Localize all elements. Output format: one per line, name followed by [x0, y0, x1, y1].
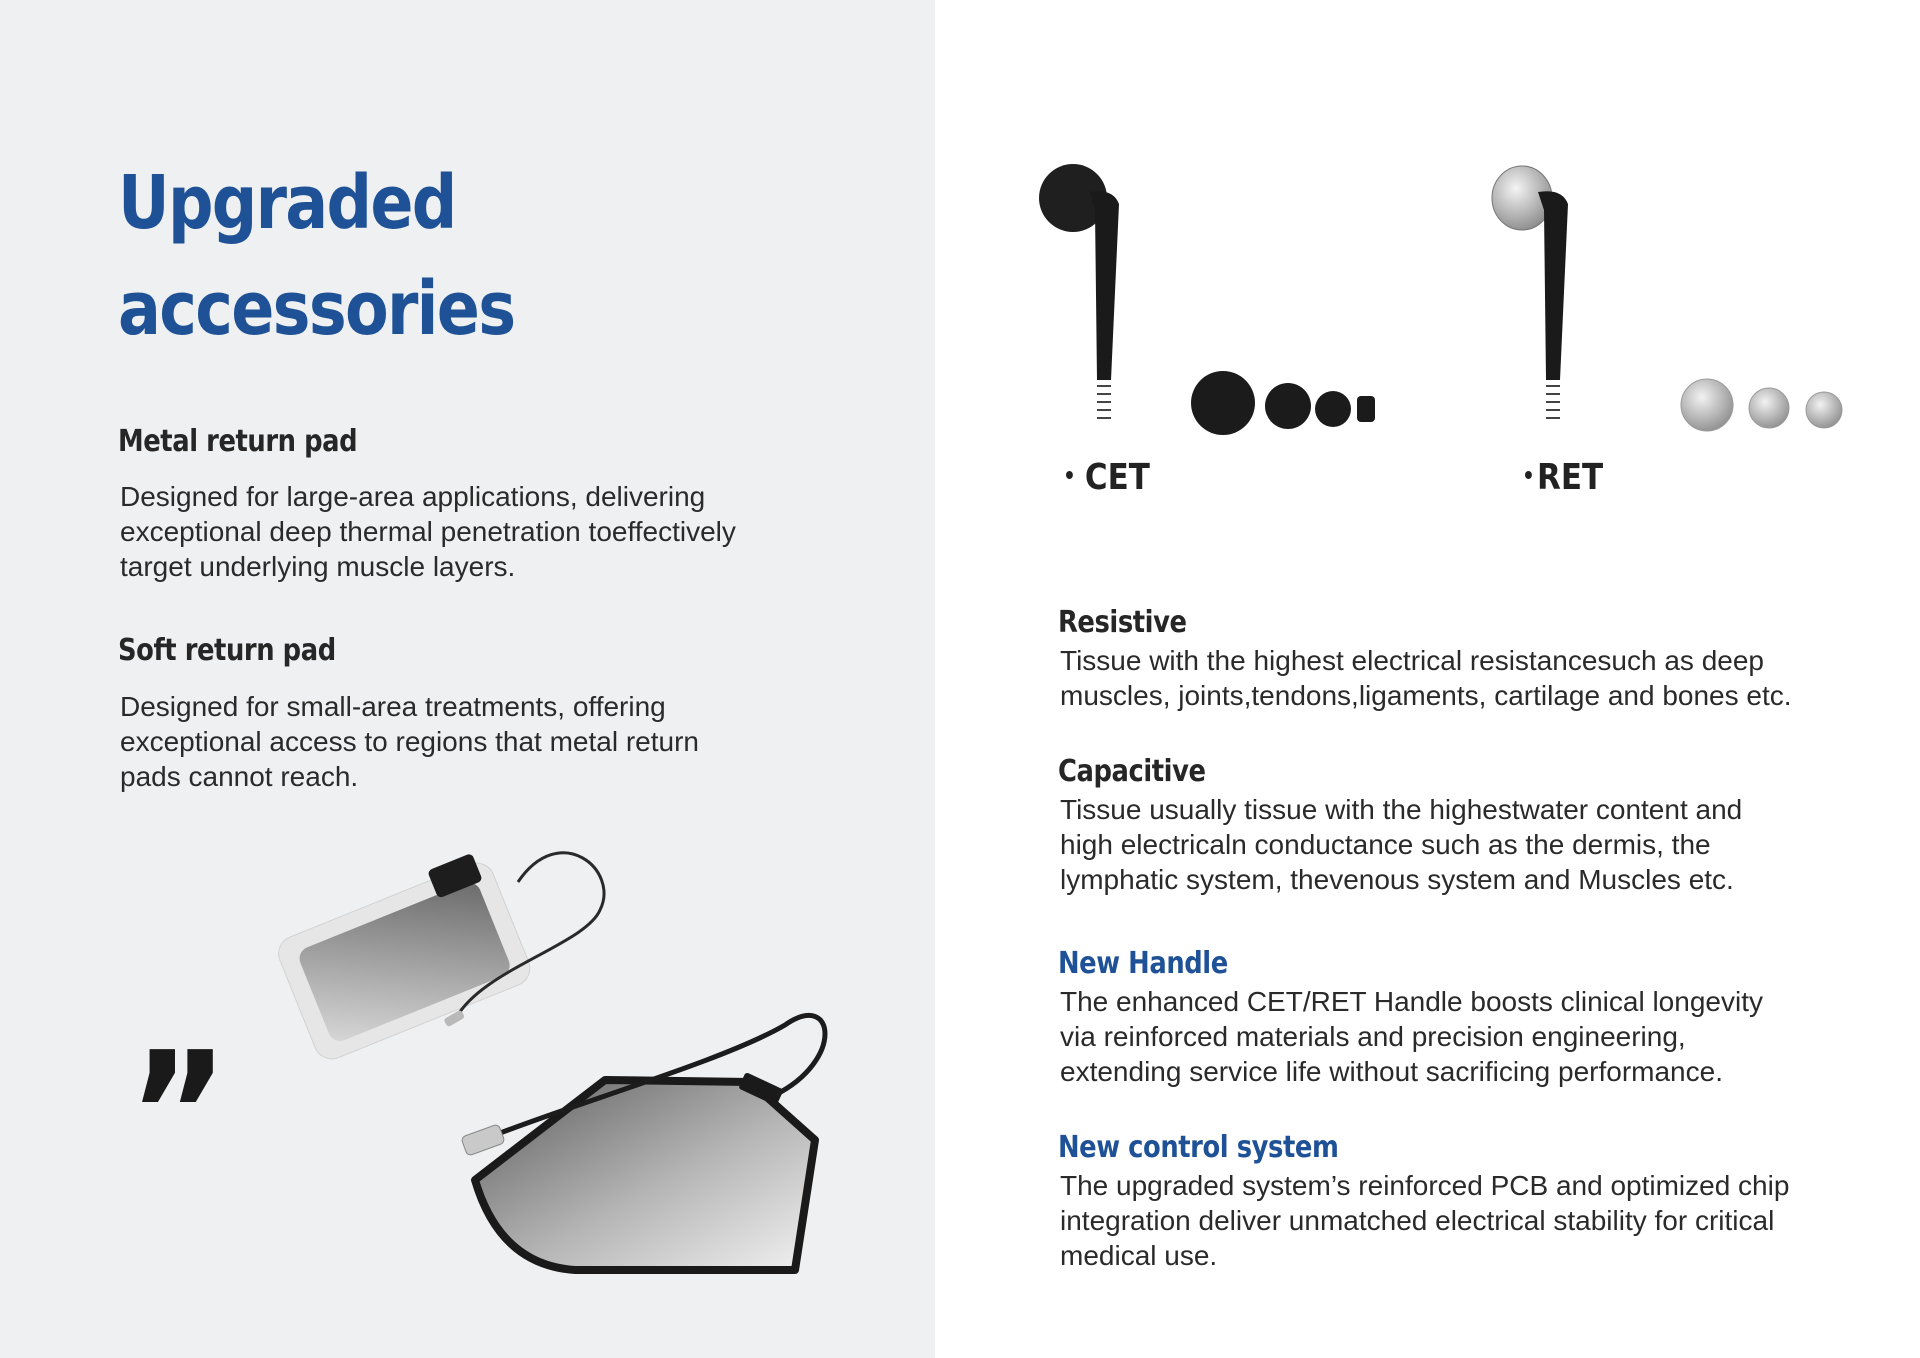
- metal-return-pad-icon: [455, 1000, 875, 1280]
- page-title: [118, 150, 514, 362]
- bullet-dot: [1066, 471, 1073, 479]
- cet-label: [1066, 457, 1150, 498]
- resistive-heading: Resistive: [1058, 605, 1187, 640]
- resistive-line: Tissue with the highest electrical resistancesuch as deep: [1060, 645, 1764, 676]
- cet-handle-icon: [1035, 160, 1135, 430]
- metal-pad-heading: Metal return pad: [118, 424, 358, 459]
- new-handle-line: via reinforced materials and precision engineering,: [1060, 1021, 1686, 1052]
- title-line-2: accessories: [118, 266, 515, 352]
- quote-mark: ”: [128, 1016, 207, 1214]
- new-handle-line: The enhanced CET/RET Handle boosts clinical longevity: [1060, 986, 1763, 1017]
- new-control-line: The upgraded system’s reinforced PCB and optimized chip: [1060, 1170, 1790, 1201]
- resistive-description: [1060, 643, 1792, 713]
- ret-handle-icon: [1490, 160, 1590, 430]
- soft-pad-line: exceptional access to regions that metal return: [120, 726, 699, 757]
- soft-pad-heading: Soft return pad: [118, 633, 336, 668]
- bullet-dot: [1525, 471, 1532, 479]
- new-handle-description: [1060, 984, 1763, 1089]
- capacitive-description: [1060, 792, 1742, 897]
- soft-pad-description: [120, 689, 699, 794]
- ret-label: [1525, 457, 1603, 498]
- ret-label-text: RET: [1537, 457, 1604, 498]
- metal-pad-line: exceptional deep thermal penetration toeffectively: [120, 516, 736, 547]
- new-handle-line: extending service life without sacrificing performance.: [1060, 1056, 1723, 1087]
- metal-pad-line: target underlying muscle layers.: [120, 551, 516, 582]
- metal-pad-description: [120, 479, 736, 584]
- cet-electrodes-icon: [1190, 370, 1380, 440]
- capacitive-line: high electricaln conductance such as the dermis, the: [1060, 829, 1711, 860]
- new-control-line: medical use.: [1060, 1240, 1218, 1271]
- new-control-line: integration deliver unmatched electrical stability for critical: [1060, 1205, 1775, 1236]
- new-control-description: [1060, 1168, 1789, 1273]
- capacitive-line: Tissue usually tissue with the highestwater content and: [1060, 794, 1743, 825]
- capacitive-heading: Capacitive: [1058, 754, 1206, 789]
- metal-pad-line: Designed for large-area applications, delivering: [120, 481, 706, 512]
- title-line-1: Upgraded: [118, 160, 456, 246]
- new-handle-heading: New Handle: [1058, 946, 1228, 981]
- ret-electrodes-icon: [1680, 378, 1850, 438]
- soft-pad-line: Designed for small-area treatments, offering: [120, 691, 666, 722]
- resistive-line: muscles, joints,tendons,ligaments, cartilage and bones etc.: [1060, 680, 1792, 711]
- cet-label-text: CET: [1084, 457, 1150, 498]
- new-control-heading: New control system: [1058, 1130, 1339, 1165]
- soft-pad-line: pads cannot reach.: [120, 761, 359, 792]
- capacitive-line: lymphatic system, thevenous system and Muscles etc.: [1060, 864, 1734, 895]
